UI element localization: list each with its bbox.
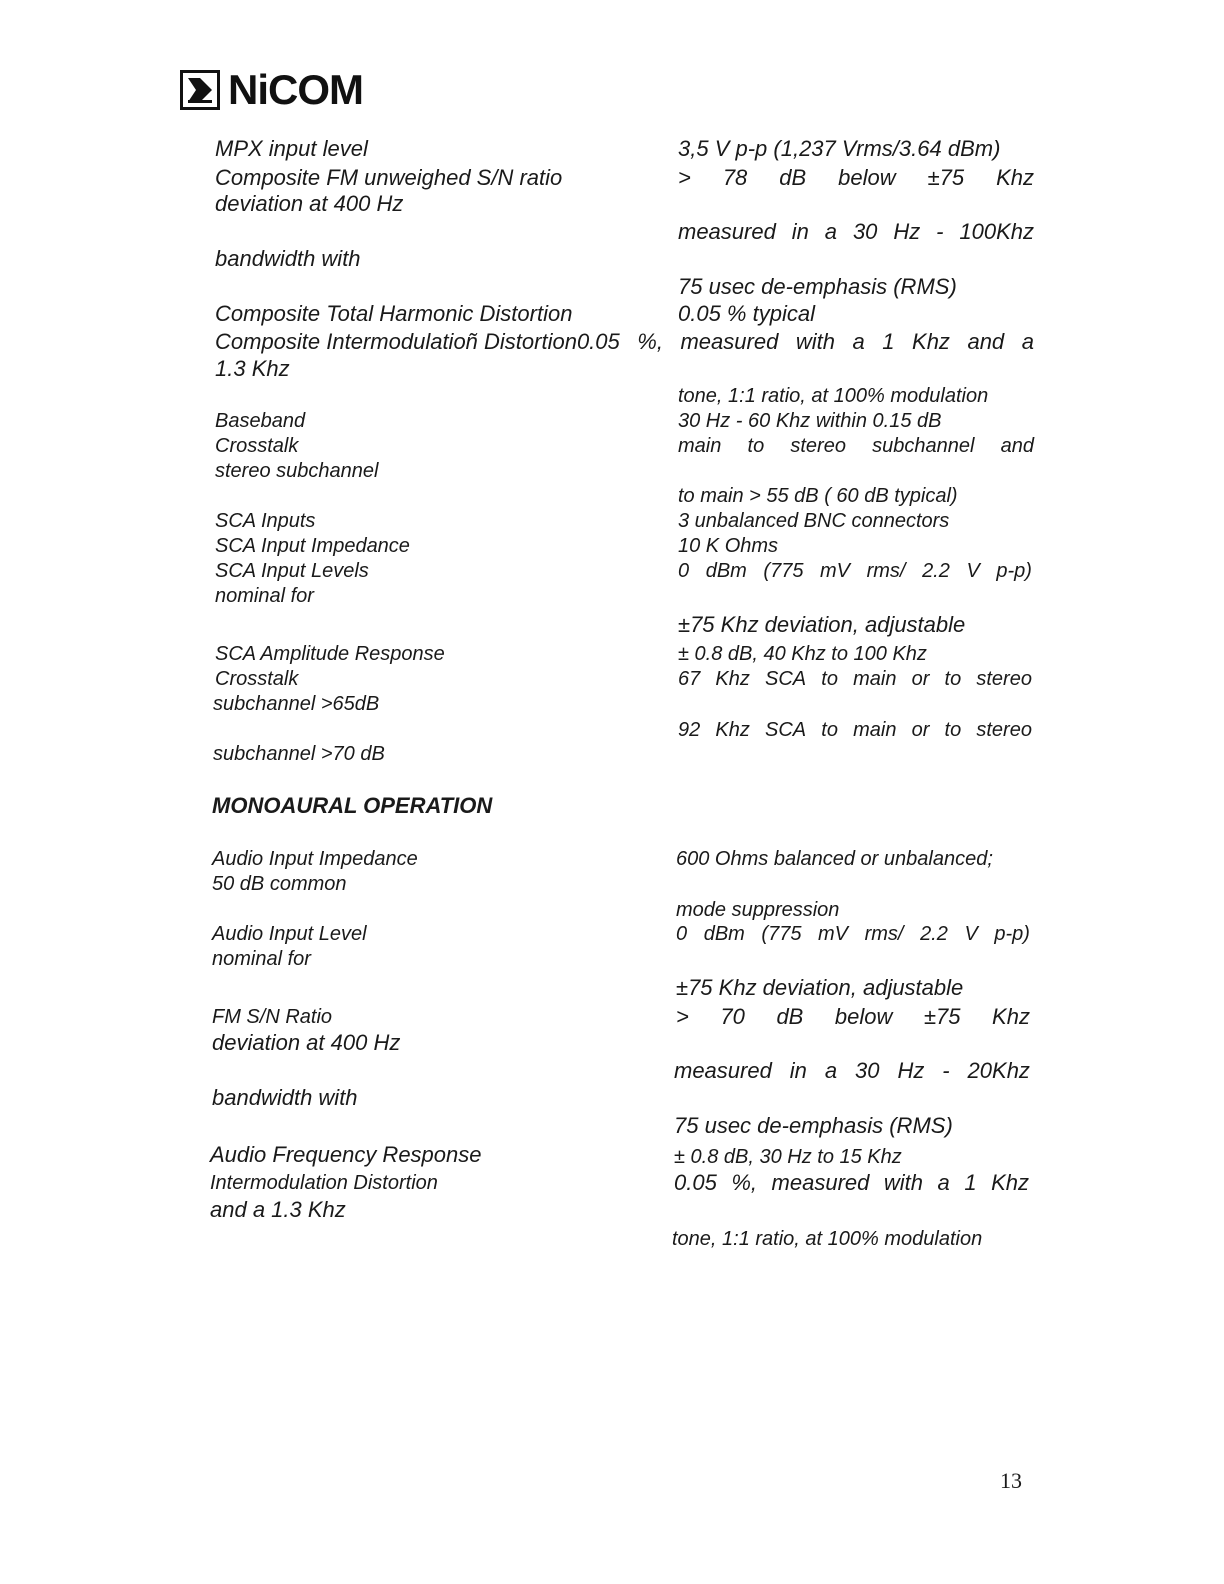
page-number: 13 (1000, 1468, 1022, 1493)
sca-inputs-value: 3 unbalanced BNC connectors (678, 510, 950, 532)
mono-bandwidth-with: bandwidth with (212, 1085, 358, 1110)
sca-levels-label: SCA Input Levels (215, 560, 369, 582)
monoaural-heading: MONOAURAL OPERATION (212, 793, 493, 818)
deviation-at-400hz: deviation at 400 Hz (215, 191, 404, 216)
deviation-adjustable: ±75 Khz deviation, adjustable (678, 612, 966, 637)
measured-30hz-20khz: measured in a 30 Hz - 20Khz (674, 1058, 1030, 1083)
sca-inputs-label: SCA Inputs (215, 510, 316, 532)
deemphasis: 75 usec de-emphasis (RMS) (678, 274, 957, 299)
crosstalk-sca-label: Crosstalk (215, 668, 299, 690)
mono-deemphasis: 75 usec de-emphasis (RMS) (674, 1113, 953, 1138)
mono-imd-label: Intermodulation Distortion (210, 1172, 438, 1194)
mono-imd-continued: and a 1.3 Khz (210, 1197, 346, 1222)
thd-label: Composite Total Harmonic Distortion (215, 301, 573, 326)
subchannel-65db: subchannel >65dB (213, 693, 380, 715)
stereo-subchannel: stereo subchannel (215, 460, 379, 482)
comp-sn-label: Composite FM unweighed S/N ratio (215, 165, 563, 190)
nominal-for: nominal for (215, 585, 314, 607)
company-logo (180, 66, 363, 114)
common-50db: 50 dB common (212, 873, 347, 895)
mono-tone-ratio: tone, 1:1 ratio, at 100% modulation (672, 1228, 983, 1250)
tone-ratio: tone, 1:1 ratio, at 100% modulation (678, 385, 989, 407)
fm-sn-value: > 70 dB below ±75 Khz (676, 1004, 1030, 1029)
thd-value: 0.05 % typical (678, 301, 815, 326)
mono-deviation-adjustable: ±75 Khz deviation, adjustable (676, 975, 964, 1000)
baseband-value: 30 Hz - 60 Khz within 0.15 dB (678, 410, 942, 432)
mono-nominal-for: nominal for (212, 948, 311, 970)
audio-impedance-value: 600 Ohms balanced or unbalanced; (676, 848, 993, 870)
sca-amplitude-value: ± 0.8 dB, 40 Khz to 100 Khz (678, 643, 927, 665)
mpx-value: 3,5 V p-p (1,237 Vrms/3.64 dBm) (678, 136, 1001, 161)
mono-deviation-400hz: deviation at 400 Hz (212, 1030, 401, 1055)
mono-imd-value: 0.05 %, measured with a 1 Khz (674, 1170, 1029, 1195)
sca-impedance-value: 10 K Ohms (678, 535, 779, 557)
audio-impedance-label: Audio Input Impedance (212, 848, 418, 870)
crosstalk-value: main to stereo subchannel and (678, 435, 1034, 457)
comp-sn-value: > 78 dB below ±75 Khz (678, 165, 1034, 190)
to-main-value: to main > 55 dB ( 60 dB typical) (678, 485, 958, 507)
logo-text: NiCOM (228, 66, 363, 113)
fm-sn-label: FM S/N Ratio (212, 1006, 333, 1028)
sca-impedance-label: SCA Input Impedance (215, 535, 410, 557)
measured-30hz-100khz: measured in a 30 Hz - 100Khz (678, 219, 1034, 244)
baseband-label: Baseband (215, 410, 306, 432)
subchannel-70db: subchannel >70 dB (213, 743, 385, 765)
mpx-label: MPX input level (215, 136, 368, 161)
imd-continued: 1.3 Khz (215, 356, 290, 381)
mode-suppression: mode suppression (676, 899, 840, 921)
nicom-logo-mark-icon (180, 70, 220, 110)
crosstalk-67khz-value: 67 Khz SCA to main or to stereo (678, 668, 1032, 690)
sca-levels-value: 0 dBm (775 mV rms/ 2.2 V p-p) (678, 560, 1032, 582)
bandwidth-with: bandwidth with (215, 246, 361, 271)
sca-amplitude-label: SCA Amplitude Response (215, 643, 445, 665)
crosstalk-label: Crosstalk (215, 435, 299, 457)
audio-level-label: Audio Input Level (212, 923, 367, 945)
audio-level-value: 0 dBm (775 mV rms/ 2.2 V p-p) (676, 923, 1030, 945)
imd-line: Composite Intermodulatioñ Distortion0.05 %, measured with a 1 Khz and a (215, 329, 1034, 354)
crosstalk-92khz-value: 92 Khz SCA to main or to stereo (678, 719, 1032, 741)
audio-freq-label: Audio Frequency Response (210, 1142, 482, 1167)
audio-freq-value: ± 0.8 dB, 30 Hz to 15 Khz (674, 1146, 902, 1168)
